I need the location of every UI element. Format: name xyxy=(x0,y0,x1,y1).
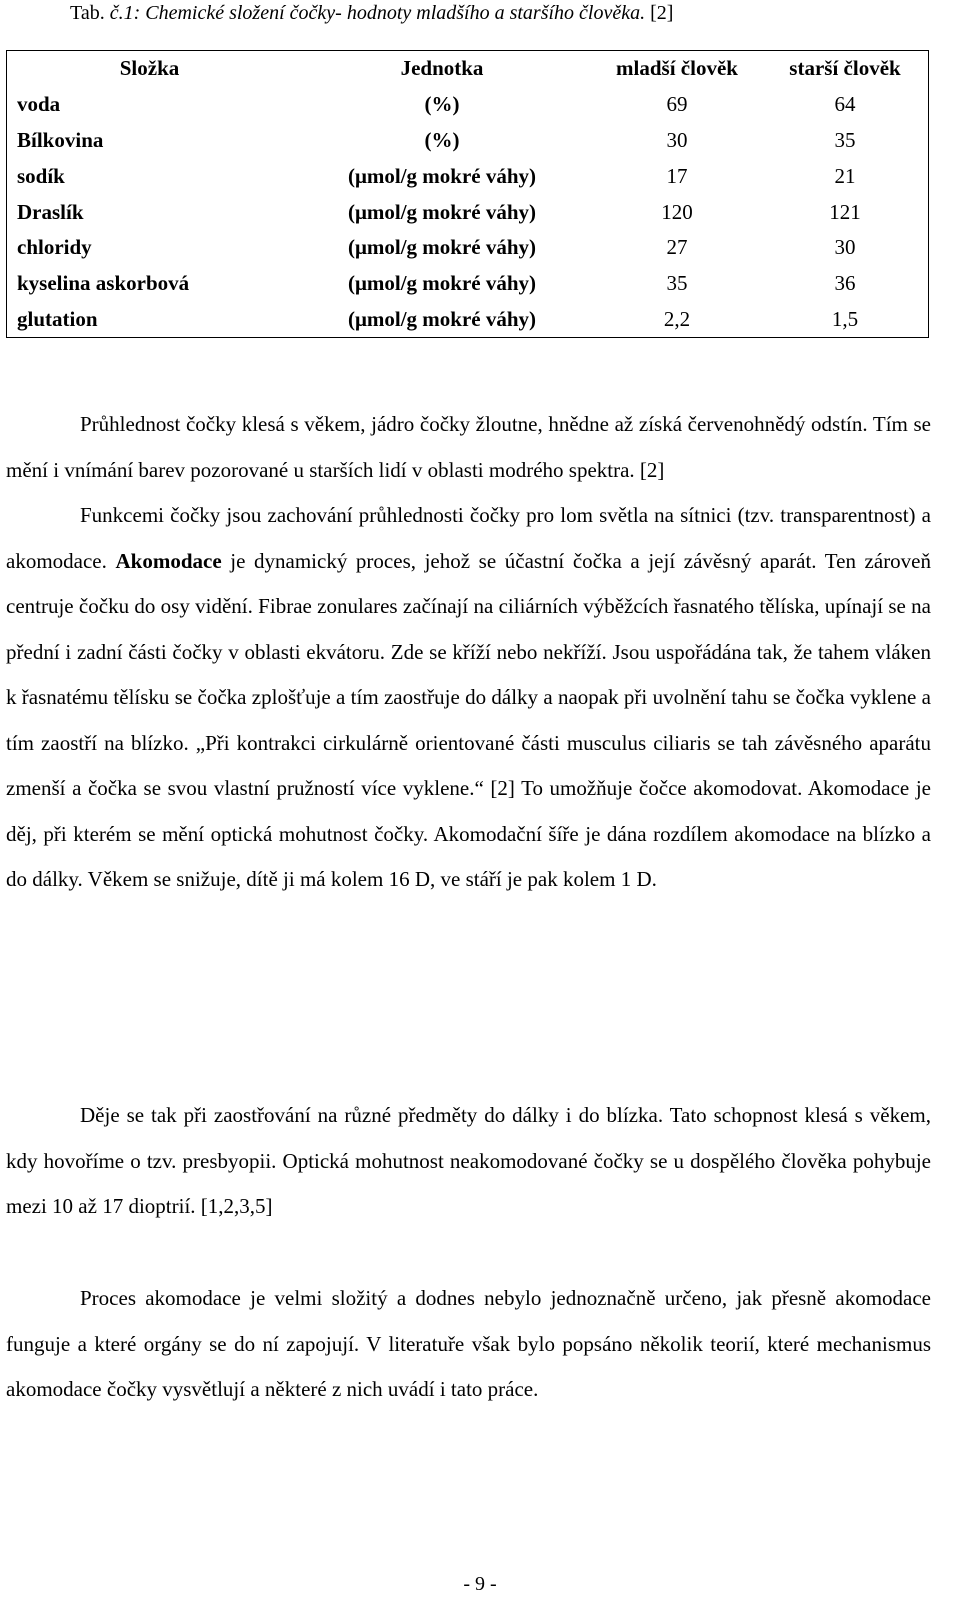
cell-older: 30 xyxy=(834,235,856,260)
paragraph-theories: Proces akomodace je velmi složitý a dodnes nebylo jednoznačně určeno, jak přesně akomodace funguje a které orgány se do ní zapojují. V literatuře však bylo popsáno několik teorií, které mechanismus akomodace čočky vysvětlují a některé z nich uvádí i tato práce. xyxy=(6,1286,931,1401)
cell-younger: 35 xyxy=(666,271,688,296)
cell-younger: 2,2 xyxy=(663,306,691,331)
cell-older: 21 xyxy=(834,163,856,188)
caption-ref: [2] xyxy=(645,2,674,24)
caption-label: Tab. xyxy=(70,2,110,24)
cell-older: 35 xyxy=(834,127,856,152)
cell-unit: (μmol/g mokré váhy) xyxy=(347,163,537,188)
cell-component: Draslík xyxy=(17,199,84,224)
cell-older: 1,5 xyxy=(831,306,859,331)
page-number: - 9 - xyxy=(463,1573,497,1595)
cell-younger: 30 xyxy=(666,127,688,152)
table-row xyxy=(7,266,929,302)
header-cell: Složka xyxy=(119,56,180,81)
cell-older: 36 xyxy=(834,271,856,296)
caption-title: č.1: Chemické složení čočky- hodnoty mladšího a staršího člověka. xyxy=(109,2,646,24)
cell-unit: (%) xyxy=(424,127,460,152)
cell-unit: (%) xyxy=(424,92,460,117)
cell-older: 64 xyxy=(834,92,856,117)
table-caption xyxy=(70,0,673,26)
table-row xyxy=(7,87,929,123)
paragraph-accommodation-rest: je dynamický proces, jehož se účastní čočka a její závěsný aparát. Ten zároveň centruje čočku do osy vidění. Fibrae zonulares začínají na ciliárních výběžcích řasnatého tělíska, upínají se na přední i zadní části čočky v oblasti ekvátoru. Zde se kříží nebo nekříží. Jsou uspořádána tak, že tahem vláken k řasnatému tělísku se čočka zplošťuje a tím zaostřuje do dálky a naopak při uvolnění tahu se čočka vyklene a tím zaostří na blízko. „Při kontrakci cirkulárně orientované části musculus ciliaris se tah závěsného aparátu zmenší a čočka se svou vlastní pružností více vyklene.“ [2] To umožňuje čočce akomodovat. Akomodace je děj, při kterém se mění optická mohutnost čočky. Akomodační šíře je dána rozdílem akomodace na blízko a do dálky. Věkem se snižuje, dítě ji má kolem 16 D, ve stáří je pak kolem 1 D. xyxy=(6,548,932,891)
header-cell: Jednotka xyxy=(400,56,484,81)
paragraph-presbyopia: Děje se tak při zaostřování na různé předměty do dálky i do blízka. Tato schopnost klesá s věkem, kdy hovoříme o tzv. presbyopii. Optická mohutnost neakomodované čočky se u dospělého člověka pohybuje mezi 10 až 17 dioptrií. [1,2,3,5] xyxy=(6,1103,931,1218)
cell-older: 121 xyxy=(829,199,861,224)
header-cell: starší člověk xyxy=(789,56,901,81)
cell-unit: (μmol/g mokré váhy) xyxy=(347,235,537,260)
paragraph-accommodation xyxy=(6,493,931,903)
cell-younger: 27 xyxy=(666,235,688,260)
table-header-row xyxy=(7,51,929,87)
cell-unit: (μmol/g mokré váhy) xyxy=(347,271,537,296)
table-row xyxy=(7,230,929,266)
table-row xyxy=(7,158,929,194)
cell-unit: (μmol/g mokré váhy) xyxy=(347,306,537,331)
cell-component: Bílkovina xyxy=(17,127,104,152)
composition-table xyxy=(6,50,929,338)
header-cell: mladší člověk xyxy=(616,56,738,81)
cell-component: chloridy xyxy=(17,235,92,260)
cell-component: kyselina askorbová xyxy=(17,271,190,296)
table-row xyxy=(7,302,929,338)
term-akomodace: Akomodace xyxy=(115,548,222,573)
body-section-3 xyxy=(6,1276,931,1413)
paragraph-lens-transparency: Průhlednost čočky klesá s věkem, jádro čočky žloutne, hnědne až získá červenohnědý odstín. Tím se mění i vnímání barev pozorované u starších lidí v oblasti modrého spektra. [2] xyxy=(6,412,931,482)
body-section-2 xyxy=(6,1093,931,1230)
cell-component: glutation xyxy=(17,306,98,331)
paragraph-accommodation-start: Funkcemi čočky jsou zachování průhlednosti čočky pro lom světla na sítnici (tzv. transparentnost) a akomodace. xyxy=(6,503,931,573)
table-row xyxy=(7,194,929,230)
cell-younger: 69 xyxy=(666,92,688,117)
cell-unit: (μmol/g mokré váhy) xyxy=(347,199,537,224)
body-section-1 xyxy=(6,402,931,903)
cell-younger: 17 xyxy=(666,163,688,188)
table-row xyxy=(7,123,929,159)
cell-component: sodík xyxy=(17,163,65,188)
cell-component: voda xyxy=(17,92,61,117)
cell-younger: 120 xyxy=(661,199,693,224)
